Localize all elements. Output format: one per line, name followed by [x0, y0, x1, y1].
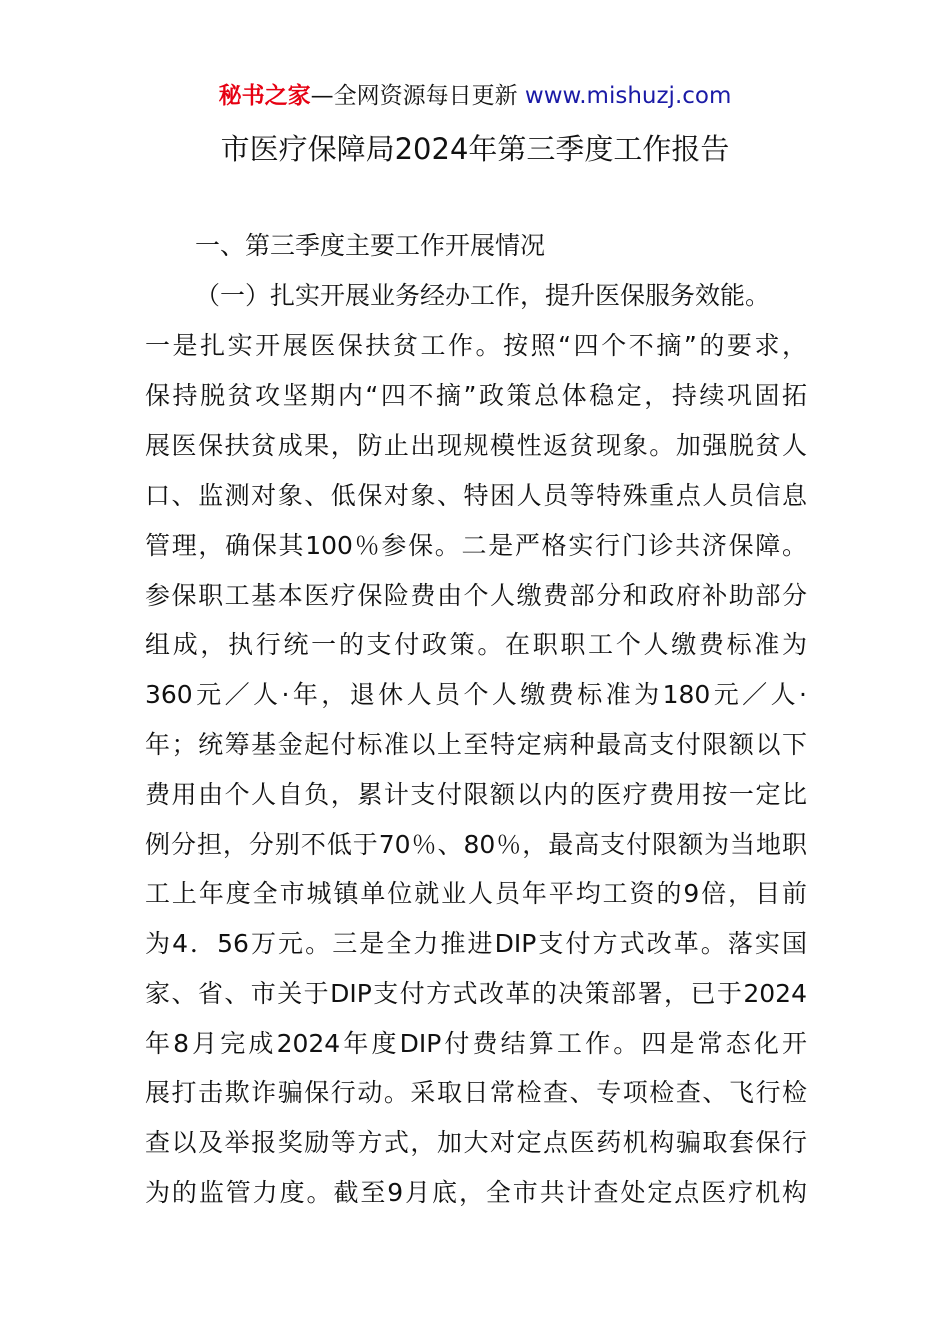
body-line: 例分担，分别不低于70％、80％，最高支付限额为当地职 — [145, 830, 807, 859]
body-line: 年；统筹基金起付标准以上至特定病种最高支付限额以下 — [145, 730, 807, 759]
body-line: 360元／人·年，退休人员个人缴费标准为180元／人· — [145, 680, 807, 709]
section-heading: 一、第三季度主要工作开展情况 — [195, 231, 546, 260]
document-title: 市医疗保障局2024年第三季度工作报告 — [220, 132, 730, 166]
body-line: 管理，确保其100％参保。二是严格实行门诊共济保障。 — [145, 531, 807, 560]
body-line: 展医保扶贫成果，防止出现规模性返贫现象。加强脱贫人 — [145, 431, 807, 460]
body-line: 工上年度全市城镇单位就业人员年平均工资的9倍，目前 — [145, 879, 807, 908]
body-line: 为的监管力度。截至9月底，全市共计查处定点医疗机构 — [145, 1178, 807, 1207]
body-line: 一是扎实开展医保扶贫工作。按照“四个不摘”的要求， — [145, 331, 807, 360]
site-url-link[interactable]: www.mishuzj.com — [524, 83, 732, 109]
body-line: 组成，执行统一的支付政策。在职职工个人缴费标准为 — [145, 630, 807, 659]
site-brand: 秘书之家 — [218, 83, 311, 109]
body-line: 展打击欺诈骗保行动。采取日常检查、专项检查、飞行检 — [145, 1078, 807, 1107]
site-tagline: —全网资源每日更新 — [310, 83, 518, 109]
body-line: 为4．56万元。三是全力推进DIP支付方式改革。落实国 — [145, 929, 807, 958]
body-line: 查以及举报奖励等方式，加大对定点医药机构骗取套保行 — [145, 1128, 807, 1157]
site-header — [0, 80, 950, 112]
body-line: 保持脱贫攻坚期内“四不摘”政策总体稳定，持续巩固拓 — [145, 381, 807, 410]
body-line: 家、省、市关于DIP支付方式改革的决策部署，已于2024 — [145, 979, 807, 1008]
body-line: 费用由个人自负，累计支付限额以内的医疗费用按一定比 — [145, 780, 807, 809]
body-line: 口、监测对象、低保对象、特困人员等特殊重点人员信息 — [145, 481, 807, 510]
body-line: 参保职工基本医疗保险费由个人缴费部分和政府补助部分 — [145, 581, 807, 610]
body-line: 年8月完成2024年度DIP付费结算工作。四是常态化开 — [145, 1029, 807, 1058]
subsection-heading: （一）扎实开展业务经办工作，提升医保服务效能。 — [195, 281, 771, 310]
